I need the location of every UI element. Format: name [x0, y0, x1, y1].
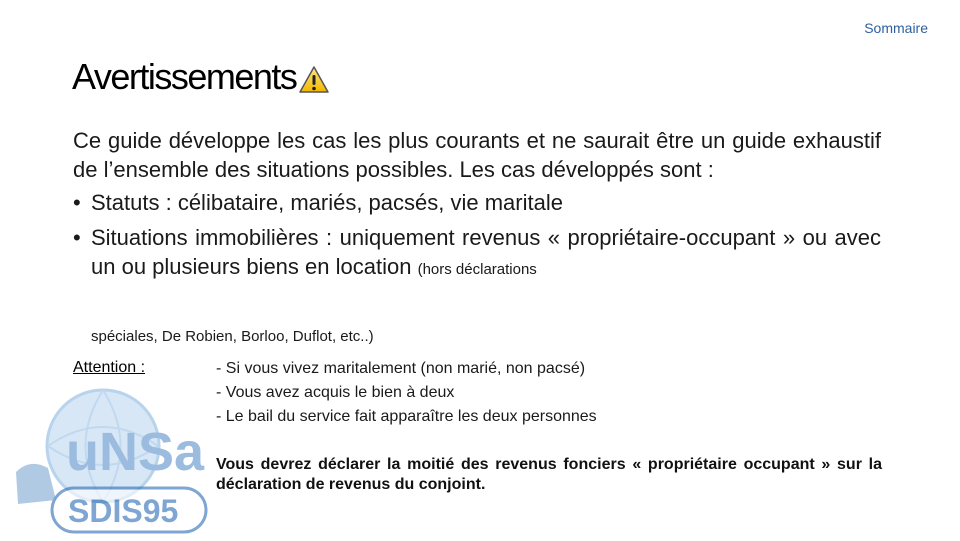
unsa-sdis95-logo	[8, 388, 208, 536]
conclusion-text: Vous devrez déclarer la moitié des revenus fonciers « propriétaire occupant » sur la déclaration de revenus du conjoint.	[216, 456, 882, 493]
list-item-note: (hors déclarations	[417, 261, 537, 278]
intro-paragraph: Ce guide développe les cas les plus courants et ne saurait être un guide exhaustif de l’ensemble des situations possibles. Les cas développés sont :	[73, 128, 881, 182]
svg-text:uNSa: uNSa	[66, 422, 205, 482]
attention-list	[216, 357, 597, 429]
sommaire-link[interactable]: Sommaire	[864, 20, 928, 36]
warning-icon	[298, 62, 330, 92]
list-item-text: Statuts : célibataire, mariés, pacsés, vie maritale	[91, 190, 563, 215]
list-item-note-continued: spéciales, De Robien, Borloo, Duflot, etc..)	[91, 328, 374, 345]
list-item-text: Situations immobilières : uniquement revenus « propriétaire-occupant » ou avec un ou plusieurs biens en location	[91, 225, 881, 279]
list-item	[73, 223, 881, 284]
attention-item: - Si vous vivez maritalement (non marié, non pacsé)	[216, 360, 586, 377]
page-title	[72, 56, 330, 98]
body-text	[73, 126, 881, 290]
attention-item: - Vous avez acquis le bien à deux	[216, 384, 455, 401]
list-item	[73, 188, 881, 217]
situations-list	[73, 188, 881, 284]
bullet-marker: •	[73, 225, 81, 250]
page-title-text: Avertissements	[72, 56, 297, 97]
attention-item: - Le bail du service fait apparaître les deux personnes	[216, 408, 597, 425]
svg-text:SDIS95: SDIS95	[68, 493, 179, 529]
attention-label: Attention :	[73, 359, 146, 376]
bullet-marker: •	[73, 190, 81, 215]
